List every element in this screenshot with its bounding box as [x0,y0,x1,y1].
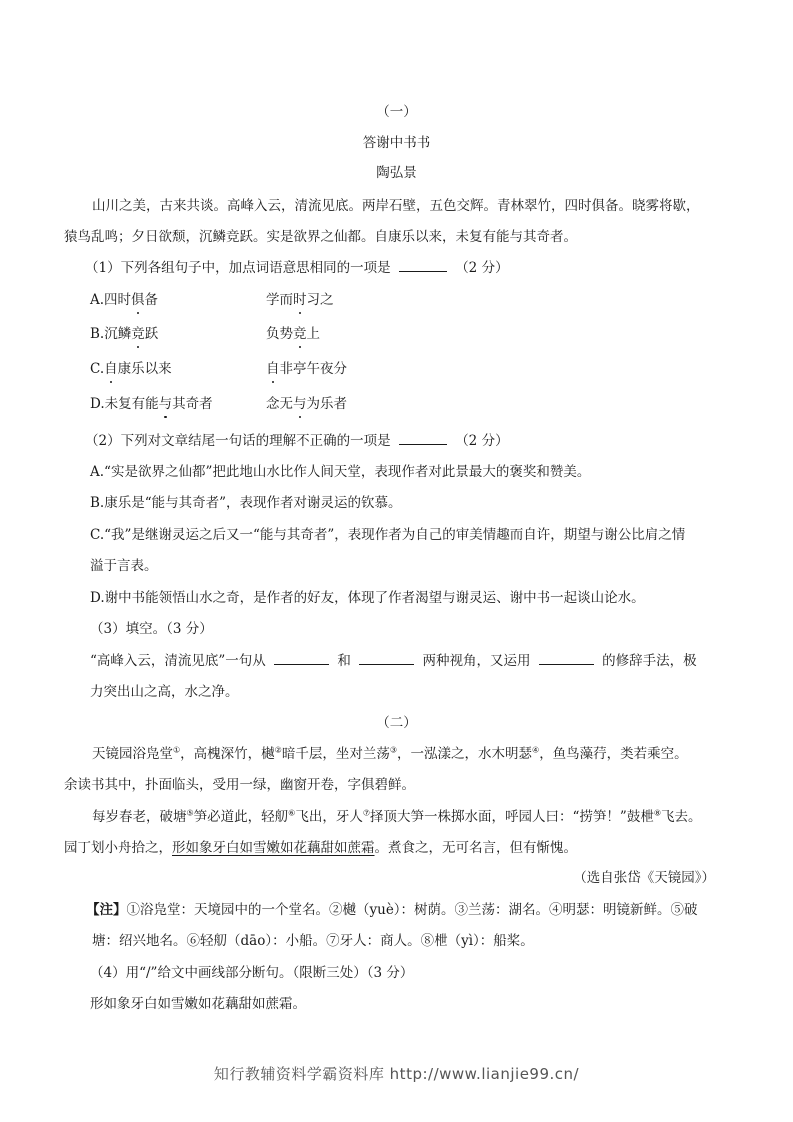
question-text: （2）下列对文章结尾一句话的理解不正确的一项是 [85,433,391,449]
dotted-char: 竞 [293,326,307,342]
answer-blank[interactable] [399,432,447,445]
passage-text: 。煮食之，无可名言，但有惭愧。 [374,840,577,856]
option-text: 习之 [306,292,334,308]
option-text: 未复有能 [104,396,159,412]
passage-source: （选自张岱《天镜园》） [573,870,715,886]
passage-title: 答谢中书书 [362,135,431,151]
option-text: 四时 [104,292,132,308]
answer-blank[interactable] [399,259,447,272]
option-d [90,395,213,413]
passage2-line: 余读书其中，扑面临头，受用一绿，幽窗开卷，字俱碧鲜。 [64,777,415,793]
option-text: 备 [144,292,159,308]
q2-option-c: C.“我”是继谢灵运之后又一“能与其奇者”，表现作者为自己的审美情趣而自许，期望与谢公比肩之情 [90,527,686,543]
passage-line: 猿鸟乱鸣；夕日欲颓，沉鳞竞跃。实是欲界之仙都。自康乐以来，未复有能与其奇者。 [64,229,577,245]
option-text: 跃 [144,326,159,342]
option-text: 念无 [266,396,293,412]
question-score: （2 分） [455,260,509,276]
annotation-line [86,901,698,919]
option-text: 负势 [266,326,293,342]
option-text: 为乐者 [306,396,347,412]
option-text: 非亭午夜分 [279,361,347,377]
passage-author: 陶弘景 [376,165,417,181]
question-3-line-cont: 力突出山之高，水之净。 [90,684,239,700]
q2-option-d: D.谢中书能领悟山水之奇，是作者的好友，体现了作者渴望与谢灵运、谢中书一起谈山论水。 [90,590,645,606]
footer-watermark: 知行教辅资料学霸资料库 http://www.lianjie99.cn/ [213,1065,580,1083]
option-text: 沉鳞 [104,326,132,342]
option-label: A. [90,292,105,308]
question-4-sentence: 形如象牙白如雪嫩如花藕甜如蔗霜。 [90,996,306,1012]
q2-option-b: B.康乐是“能与其奇者”，表现作者对谢灵运的钦慕。 [90,495,402,511]
dotted-char: 自 [104,361,118,377]
fill-text: 的修辞手法，极 [602,653,697,669]
question-3-stem: （3）填空。（3 分） [90,621,213,637]
dotted-char: 自 [266,361,280,377]
passage-text: 园丁划小舟拾之， [64,840,172,856]
option-label: B. [90,326,105,342]
dotted-char: 与 [158,396,173,412]
q2-option-c-cont: 溢于言表。 [90,558,158,574]
option-text: 上 [306,326,320,342]
dotted-char: 竞 [131,326,145,342]
fill-text: “高峰入云，清流见底”一句从 [90,653,266,669]
q2-option-a: A.“实是欲界之仙都”把此地山水比作人间天堂，表现作者对此景最大的褒奖和赞美。 [90,464,591,480]
section-one-number: （一） [376,104,417,120]
dotted-char: 俱 [131,292,145,308]
question-text: （1）下列各组句子中，加点词语意思相同的一项是 [85,260,391,276]
answer-blank[interactable] [539,652,594,665]
underlined-sentence: 形如象牙白如雪嫩如花藕甜如蔗霜 [172,840,375,856]
question-4-stem: （4）用“/”给文中画线部分断句。（限断三处）（3 分） [90,965,414,981]
section-two-number: （二） [376,715,417,731]
annotation-label: 【注】 [86,902,127,918]
option-c-pair [266,360,347,378]
option-d-pair [266,395,347,413]
fill-text: 和 [337,653,351,669]
option-b-pair [266,325,320,343]
answer-blank[interactable] [274,652,329,665]
option-c [90,360,172,378]
annotation-line: 塘：绍兴地名。⑥轻舠（dāo）：小船。⑦牙人：商人。⑧枻（yì）：船桨。 [92,933,534,949]
option-text: 学而 [266,292,293,308]
question-2-stem [85,432,509,450]
option-label: D. [90,396,105,412]
option-a [90,291,158,309]
passage2-line: 每岁春老，破塘⑤笋必道此，轻舠⑥飞出，牙人⑦择顶大笋一株掷水面，呼园人曰：“捞笋！”鼓枻⑧飞去。 [92,808,702,825]
passage-line: 山川之美，古来共谈。高峰入云，清流见底。两岸石壁，五色交辉。青林翠竹，四时俱备。晓雾将歇， [92,198,700,214]
dotted-char: 时 [293,292,307,308]
option-b [90,325,158,343]
answer-blank[interactable] [359,652,414,665]
passage2-line: 天镜园浴凫堂①，高槐深竹，樾②暗千层，坐对兰荡③，一泓漾之，水木明瑟④，鱼鸟藻荇，类若乘空。 [92,745,688,762]
option-text: 康乐以来 [117,361,172,377]
question-3-line [90,652,697,670]
fill-text: 两种视角，又运用 [422,653,531,669]
dotted-char: 与 [293,396,307,412]
option-text: 其奇者 [172,396,213,412]
annotation-text: ①浴凫堂：天境园中的一个堂名。②樾（yuè）：树荫。③兰荡：湖名。④明瑟：明镜新鲜。⑤破 [126,902,698,918]
passage2-line [64,839,577,857]
question-1-stem [85,259,509,277]
option-label: C. [90,361,105,377]
option-a-pair [266,291,334,309]
question-score: （2 分） [455,433,509,449]
